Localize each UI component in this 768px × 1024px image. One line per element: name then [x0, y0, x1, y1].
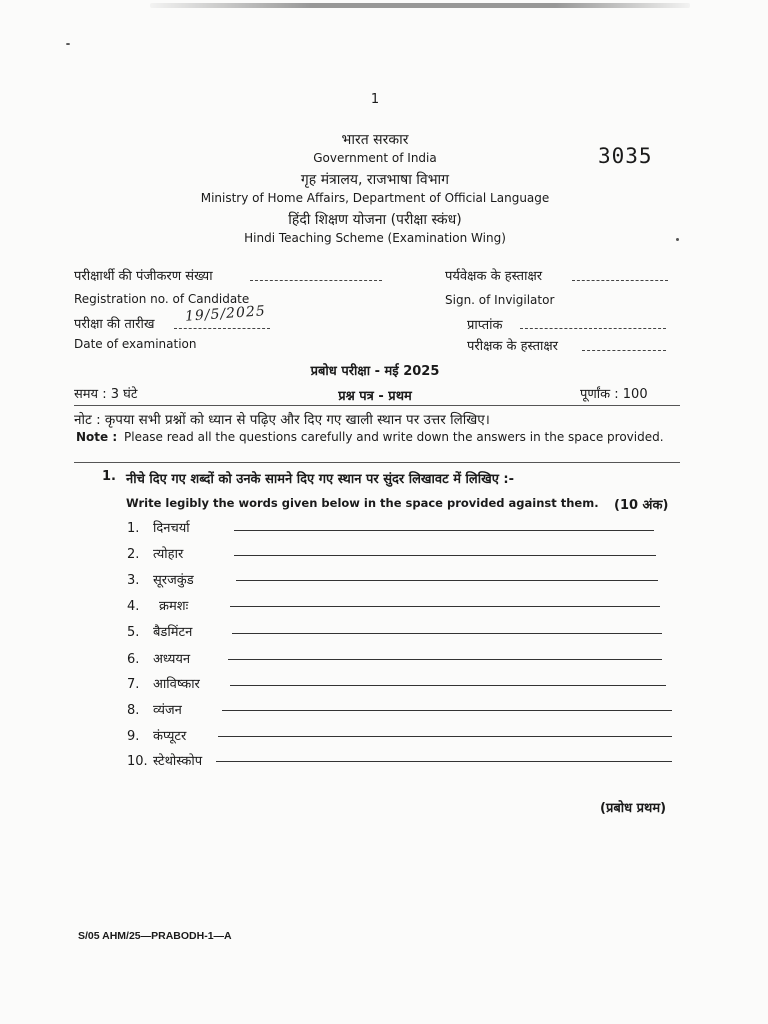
answer-line[interactable]: [228, 659, 662, 660]
reg-label-english: Registration no. of Candidate: [74, 292, 250, 306]
item-word: सूरजकुंड: [153, 573, 194, 588]
item-number: 3.: [127, 573, 140, 588]
list-item: [127, 699, 182, 718]
date-blank[interactable]: [174, 328, 270, 329]
question-text-english: Write legibly the words given below in the space provided against them.: [126, 496, 599, 510]
question-number: 1.: [102, 469, 116, 484]
scan-speck: [66, 43, 70, 45]
item-word: दिनचर्या: [153, 521, 190, 536]
scan-edge-band: [150, 3, 690, 8]
invigilator-label-hindi: पर्यवेक्षक के हस्ताक्षर: [445, 269, 543, 284]
item-number: 4.: [127, 599, 140, 614]
paper-code: 3035: [598, 144, 653, 168]
list-item: [127, 648, 190, 667]
note-label: Note :: [76, 430, 118, 444]
item-number: 10.: [127, 754, 148, 769]
footer-paper-tag: (प्रबोध प्रथम): [600, 801, 667, 816]
list-item: [127, 543, 183, 562]
item-number: 6.: [127, 652, 140, 667]
answer-line[interactable]: [218, 736, 672, 737]
note-hindi: नोट : कृपया सभी प्रश्नों को ध्यान से पढ़िए और दिए गए खाली स्थान पर उत्तर लिखिए।: [74, 412, 490, 428]
item-word: क्रमशः: [159, 599, 189, 614]
item-word: आविष्कार: [153, 677, 200, 692]
footer-code: S/05 AHM/25—PRABODH-1—A: [78, 930, 232, 942]
item-number: 1.: [127, 521, 140, 536]
answer-line[interactable]: [230, 606, 660, 607]
scheme-hindi: हिंदी शिक्षण योजना (परीक्षा स्कंध): [288, 212, 462, 228]
examiner-sign-blank[interactable]: [582, 350, 666, 351]
ministry-hindi: गृह मंत्रालय, राजभाषा विभाग: [300, 172, 450, 188]
reg-blank[interactable]: [250, 280, 382, 281]
item-number: 9.: [127, 729, 140, 744]
note-english: Please read all the questions carefully and write down the answers in the space provided.: [124, 430, 664, 444]
answer-line[interactable]: [234, 555, 656, 556]
item-word: स्टेथोस्कोप: [153, 754, 203, 769]
max-marks: पूर्णांक : 100: [580, 387, 648, 402]
item-word: बैडमिंटन: [153, 625, 193, 640]
page-number: 1: [370, 92, 380, 107]
list-item: [127, 621, 192, 640]
examiner-sign-label: परीक्षक के हस्ताक्षर: [467, 339, 558, 354]
item-number: 7.: [127, 677, 140, 692]
item-word: कंप्यूटर: [153, 729, 187, 744]
org-hindi: भारत सरकार: [341, 132, 409, 148]
exam-time: समय : 3 घंटे: [74, 387, 138, 402]
note-english-label: [76, 430, 117, 444]
question-text-hindi: नीचे दिए गए शब्दों को उनके सामने दिए गए स्थान पर सुंदर लिखावट में लिखिए :-: [126, 472, 515, 487]
item-word: व्यंजन: [153, 703, 182, 718]
item-number: 5.: [127, 625, 140, 640]
handwritten-date: 19/5/2025: [184, 303, 267, 325]
item-number: 2.: [127, 547, 140, 562]
org-english: Government of India: [313, 151, 437, 165]
answer-line[interactable]: [230, 685, 666, 686]
marks-obtained-label: प्राप्तांक: [467, 318, 503, 333]
item-word: अध्ययन: [153, 652, 191, 667]
list-item: [127, 569, 194, 588]
scheme-english: Hindi Teaching Scheme (Examination Wing): [244, 231, 506, 245]
question-marks: (10 अंक): [614, 498, 669, 513]
note-divider: [74, 462, 680, 463]
list-item: [127, 673, 200, 692]
answer-line[interactable]: [216, 761, 672, 762]
list-item: [127, 750, 202, 769]
item-number: 8.: [127, 703, 140, 718]
list-item: [127, 725, 186, 744]
date-label-hindi: परीक्षा की तारीख: [74, 317, 155, 332]
paper-name: प्रश्न पत्र - प्रथम: [338, 389, 412, 404]
header-divider: [74, 405, 680, 406]
answer-line[interactable]: [234, 530, 654, 531]
reg-label-hindi: परीक्षार्थी की पंजीकरण संख्या: [74, 269, 213, 284]
answer-line[interactable]: [236, 580, 658, 581]
exam-title: प्रबोध परीक्षा - मई 2025: [310, 364, 440, 379]
list-item: [127, 517, 190, 536]
invigilator-label-english: Sign. of Invigilator: [445, 293, 555, 307]
answer-line[interactable]: [232, 633, 662, 634]
date-label-english: Date of examination: [74, 337, 197, 351]
item-word: त्योहार: [153, 547, 184, 562]
ministry-english: Ministry of Home Affairs, Department of Official Language: [200, 191, 550, 205]
marks-obtained-blank[interactable]: [520, 328, 666, 329]
answer-line[interactable]: [222, 710, 672, 711]
list-item: [127, 595, 188, 614]
invigilator-blank[interactable]: [572, 280, 668, 281]
